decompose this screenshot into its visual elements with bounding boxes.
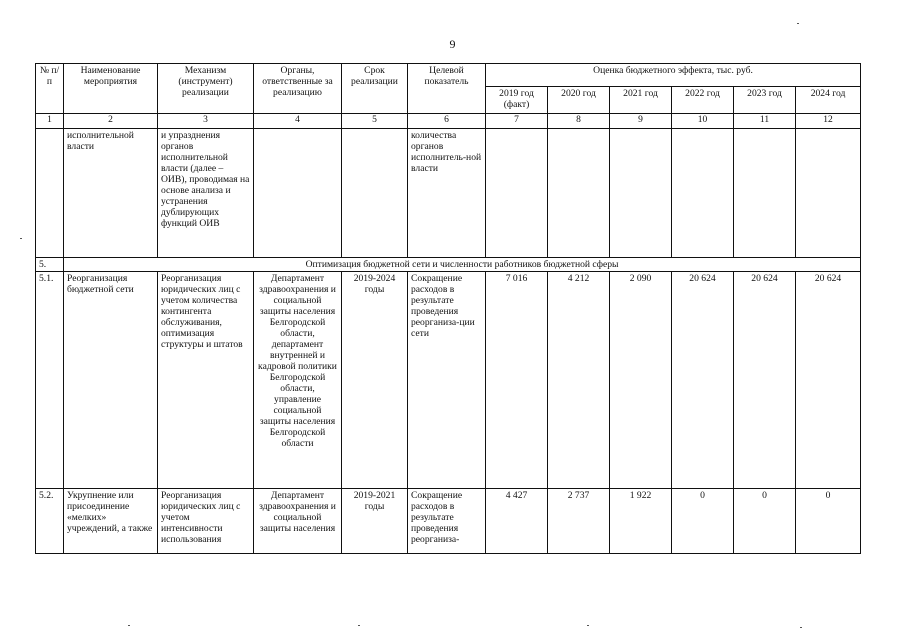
cell-value: 2 737 xyxy=(548,489,610,554)
header-bodies: Органы, ответственные за реализацию xyxy=(254,64,342,114)
cell-bodies: Департамент здравоохранения и социальной защиты населения xyxy=(254,489,342,554)
cell-term: 2019-2021 годы xyxy=(342,489,408,554)
column-number: 9 xyxy=(610,114,672,129)
cell-num xyxy=(36,129,64,258)
header-year-2023: 2023 год xyxy=(734,87,796,114)
column-number: 2 xyxy=(64,114,158,129)
cell-term: 2019-2024 годы xyxy=(342,272,408,489)
header-target: Целевой показатель xyxy=(408,64,486,114)
cell-value xyxy=(672,129,734,258)
cell-value: 20 624 xyxy=(672,272,734,489)
header-year-2019: 2019 год (факт) xyxy=(486,87,548,114)
column-number: 10 xyxy=(672,114,734,129)
column-number: 1 xyxy=(36,114,64,129)
cell-value xyxy=(610,129,672,258)
scan-speck xyxy=(800,627,802,628)
cell-value: 20 624 xyxy=(796,272,861,489)
scan-speck xyxy=(587,625,589,626)
table-row-continuation xyxy=(36,129,861,258)
cell-mechanism: и упразднения органов исполнительной власти (далее – ОИВ), проводимая на основе анализа и устранения дублирующих функций ОИВ xyxy=(158,129,254,258)
header-year-2021: 2021 год xyxy=(610,87,672,114)
page-number: 9 xyxy=(449,37,456,51)
section-num: 5. xyxy=(36,258,64,272)
header-year-2024: 2024 год xyxy=(796,87,861,114)
cell-value: 0 xyxy=(796,489,861,554)
cell-mechanism: Реорганизация юридических лиц с учетом количества контингента обслуживания, оптимизация структуры и штатов xyxy=(158,272,254,489)
header-mechanism: Механизм (инструмент) реализации xyxy=(158,64,254,114)
cell-value: 0 xyxy=(734,489,796,554)
cell-value xyxy=(734,129,796,258)
cell-value: 1 922 xyxy=(610,489,672,554)
header-term: Срок реализации xyxy=(342,64,408,114)
cell-name: исполнительной власти xyxy=(64,129,158,258)
section-title: Оптимизация бюджетной сети и численности работников бюджетной сферы xyxy=(64,258,861,272)
cell-bodies: Департамент здравоохранения и социальной защиты населения Белгородской области, департамент внутренней и кадровой политики Белгородской области, управление социальной защиты населения Белгородской области xyxy=(254,272,342,489)
header-num: № п/п xyxy=(36,64,64,114)
column-number: 8 xyxy=(548,114,610,129)
cell-term xyxy=(342,129,408,258)
scan-speck xyxy=(20,238,22,239)
column-number: 11 xyxy=(734,114,796,129)
cell-value: 2 090 xyxy=(610,272,672,489)
cell-value: 4 427 xyxy=(486,489,548,554)
table-row-5-2 xyxy=(36,489,861,554)
cell-num: 5.2. xyxy=(36,489,64,554)
column-numbers-row xyxy=(36,114,861,129)
column-number: 7 xyxy=(486,114,548,129)
column-number: 12 xyxy=(796,114,861,129)
column-number: 5 xyxy=(342,114,408,129)
scan-speck xyxy=(797,23,799,24)
cell-name: Реорганизация бюджетной сети xyxy=(64,272,158,489)
table-row-5-1 xyxy=(36,272,861,489)
cell-target: Сокращение расходов в результате проведения реорганиза-ции сети xyxy=(408,272,486,489)
column-number: 3 xyxy=(158,114,254,129)
header-year-2022: 2022 год xyxy=(672,87,734,114)
scan-speck xyxy=(128,625,130,626)
budget-table xyxy=(35,63,861,554)
header-year-2020: 2020 год xyxy=(548,87,610,114)
header-name: Наименование мероприятия xyxy=(64,64,158,114)
cell-value: 0 xyxy=(672,489,734,554)
cell-target: Сокращение расходов в результате проведения реорганиза- xyxy=(408,489,486,554)
header-row-1 xyxy=(36,64,861,87)
cell-target: количества органов исполнитель-ной власти xyxy=(408,129,486,258)
cell-num: 5.1. xyxy=(36,272,64,489)
column-number: 4 xyxy=(254,114,342,129)
scan-speck xyxy=(358,625,360,626)
header-effect: Оценка бюджетного эффекта, тыс. руб. xyxy=(486,64,861,87)
cell-value: 7 016 xyxy=(486,272,548,489)
cell-value xyxy=(796,129,861,258)
cell-value xyxy=(486,129,548,258)
section-row xyxy=(36,258,861,272)
column-number: 6 xyxy=(408,114,486,129)
cell-mechanism: Реорганизация юридических лиц с учетом интенсивности использования xyxy=(158,489,254,554)
cell-name: Укрупнение или присоединение «мелких» учреждений, а также xyxy=(64,489,158,554)
cell-value: 4 212 xyxy=(548,272,610,489)
cell-bodies xyxy=(254,129,342,258)
cell-value: 20 624 xyxy=(734,272,796,489)
cell-value xyxy=(548,129,610,258)
